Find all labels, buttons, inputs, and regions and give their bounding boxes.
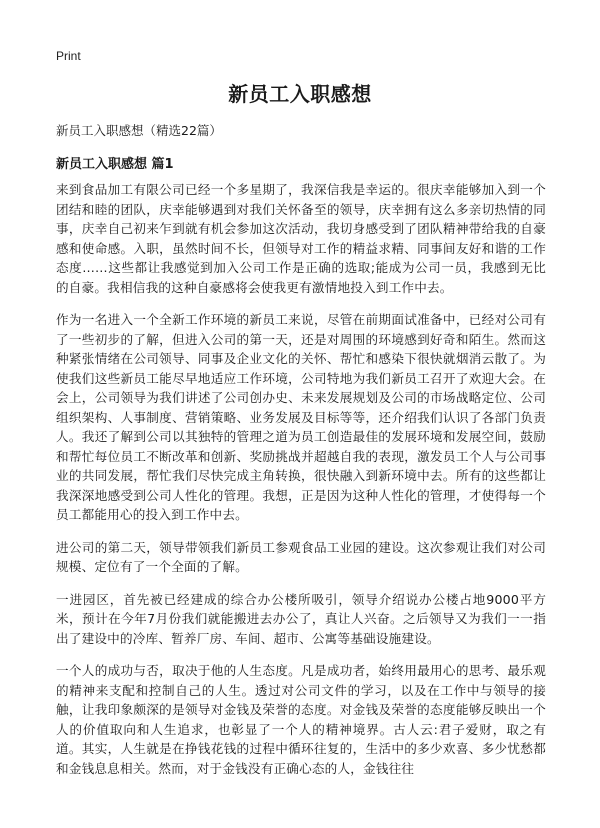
paragraph-4: 一进园区，首先被已经建成的综合办公楼所吸引，领导介绍说办公楼占地9000平方米，预计在今年7月份我们就能搬进去办公了，真让人兴奋。之后领导又为我们一一指出了建设中的冷库、暂养厂房、车间、超市、公寓等基础设施建设。 — [56, 591, 546, 646]
paragraph-1: 来到食品加工有限公司已经一个多星期了，我深信我是幸运的。很庆幸能够加入到一个团结和睦的团队，庆幸能够遇到对我们关怀备至的领导，庆幸拥有这么多亲切热情的同事，庆幸自己初来乍到就有机会参加这次活动，我切身感受到了团队精神带给我的自豪感和使命感。入职，虽然时间不长，但领导对工作的精益求精、同事间友好和谐的工作态度……这些都让我感觉到加入公司工作是正确的选取;能成为公司一员，我感到无比的自豪。我相信我的这种自豪感将会使我更有激情地投入到工作中去。 — [56, 182, 546, 295]
section-heading: 新员工入职感想 篇1 — [56, 157, 174, 172]
paragraph-2: 作为一名进入一个全新工作环境的新员工来说，尽管在前期面试准备中，已经对公司有了一些初步的了解，但进入公司的第一天，还是对周围的环境感到好奇和陌生。然而这种紧张情绪在公司领导、同事及企业文化的关怀、帮忙和感染下很快就烟消云散了。为使我们这些新员工能尽早地适应工作环境，公司特地为我们新员工召开了欢迎大会。在会上，公司领导为我们讲述了公司创办史、未来发展规划及公司的市场战略定位、公司组织架构、人事制度、营销策略、业务发展及目标等等，还介绍我们认识了各部门负责人。我还了解到公司以其独特的管理之道为员工创造最佳的发展环境和发展空间，鼓励和帮忙每位员工不断改革和创新、奖励挑战并超越自我的表现，激发员工个人与公司事业的共同发展，帮忙我们尽快完成主角转换，很快融入到新环境中去。所有的这些都让我深深地感受到公司人性化的管理。我想，正是因为这种人性化的管理，才使得每一个员工都能用心的投入到工作中去。 — [56, 312, 546, 522]
paragraph-5: 一个人的成功与否，取决于他的人生态度。凡是成功者，始终用最用心的思考、最乐观的精神来支配和控制自己的人生。透过对公司文件的学习，以及在工作中与领导的接触，让我印象颇深的是领导对金钱及荣誉的态度。对金钱及荣誉的态度能够反映出一个人的价值取向和人生追求，也彰显了一个人的精神境界。古人云:君子爱财，取之有道。其实，人生就是在挣钱花钱的过程中循环往复的，生活中的多少欢喜、多少忧愁都和金钱息息相关。然而，对于金钱没有正确心态的人，金钱往往 — [56, 663, 546, 776]
print-link[interactable]: Print — [56, 49, 81, 63]
document-subtitle: 新员工入职感想（精选22篇） — [56, 123, 222, 138]
document-title: 新员工入职感想 — [228, 82, 372, 106]
article-body — [56, 180, 546, 791]
paragraph-3: 进公司的第二天，领导带领我们新员工参观食品工业园的建设。这次参观让我们对公司规模、定位有了一个全面的了解。 — [56, 539, 546, 574]
